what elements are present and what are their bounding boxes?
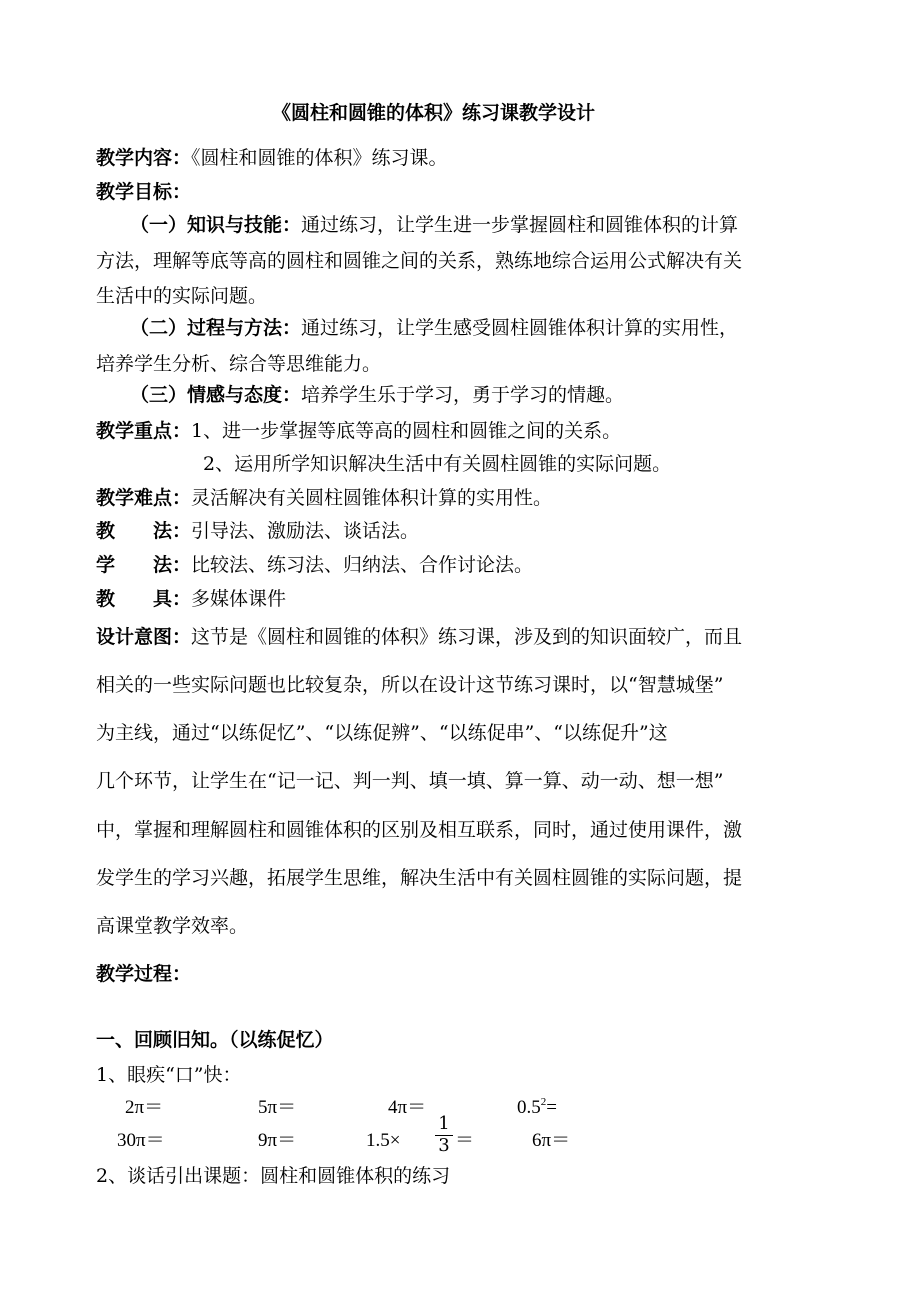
tools-label-b: 具： (153, 588, 192, 610)
page-title: 《圆柱和圆锥的体积》练习课教学设计 (272, 102, 596, 124)
goal-3-text: 培养学生乐于学习，勇于学习的情趣。 (301, 384, 625, 406)
drill-1-5-times-prefix: 1.5× (366, 1130, 401, 1151)
intent-line-5: 中，掌握和理解圆柱和圆锥体积的区别及相互联系，同时，通过使用课件，激 (96, 819, 743, 841)
key-point-1: 1、进一步掌握等底等高的圆柱和圆锥之间的关系。 (191, 420, 622, 442)
learn-method-label-b: 法： (153, 554, 192, 576)
section-1-item-1: 1、眼疾“口”快： (96, 1064, 242, 1086)
goal-1-line-2: 方法，理解等底等高的圆柱和圆锥之间的关系，熟练地综合运用公式解决有关 (96, 250, 743, 272)
drill-0-5-squared (517, 1096, 557, 1120)
teach-method-row (96, 519, 419, 543)
content-text: 《圆柱和圆锥的体积》练习课。 (191, 147, 448, 169)
intent-line-6: 发学生的学习兴趣，拓展学生思维，解决生活中有关圆柱圆锥的实际问题，提 (96, 867, 743, 889)
intent-text-1: 这节是《圆柱和圆锥的体积》练习课，涉及到的知识面较广，而且 (191, 626, 743, 648)
goal-2-label: （二）过程与方法： (130, 317, 302, 339)
fraction-one-third (435, 1114, 453, 1156)
drill-5pi: 5π＝ (258, 1097, 297, 1118)
fraction-denominator: 3 (438, 1135, 450, 1156)
difficulty-label: 教学难点： (96, 487, 192, 509)
intent-line-7: 高课堂教学效率。 (96, 915, 249, 937)
drill-0-5-equals: = (546, 1097, 557, 1118)
drill-9pi: 9π＝ (258, 1130, 297, 1151)
goal-2-line-1 (130, 316, 738, 340)
goal-1-label: （一）知识与技能： (130, 214, 302, 236)
teach-method-label-a: 教 (96, 520, 116, 542)
drill-1-5-times-equals: ＝ (455, 1130, 475, 1151)
goal-3-line-1 (130, 383, 624, 407)
difficulty-row (96, 486, 552, 510)
intent-line-2: 相关的一些实际问题也比较复杂，所以在设计这节练习课时，以“智慧城堡” (96, 674, 724, 696)
difficulty-text: 灵活解决有关圆柱圆锥体积计算的实用性。 (191, 487, 553, 509)
drill-2pi: 2π＝ (125, 1097, 164, 1118)
intent-label: 设计意图： (96, 626, 192, 648)
teach-method-text: 引导法、激励法、谈话法。 (191, 520, 420, 542)
intent-line-3: 为主线，通过“以练促忆”、“以练促辨”、“以练促串”、“以练促升”这 (96, 722, 668, 744)
key-point-label: 教学重点： (96, 420, 192, 442)
goal-1-line-1 (130, 213, 738, 237)
content-row (96, 146, 448, 170)
intent-line-1 (96, 625, 742, 649)
tools-label-a: 教 (96, 588, 116, 610)
tools-row (96, 587, 286, 611)
learn-method-label-a: 学 (96, 554, 116, 576)
process-label: 教学过程： (96, 963, 192, 985)
goal-1-text: 通过练习，让学生进一步掌握圆柱和圆锥体积的计算 (301, 214, 739, 236)
goal-2-text: 通过练习，让学生感受圆柱圆锥体积计算的实用性， (301, 317, 739, 339)
key-point-row (96, 419, 621, 443)
learn-method-text: 比较法、练习法、归纳法、合作讨论法。 (191, 554, 534, 576)
drill-30pi: 30π＝ (117, 1130, 165, 1151)
teach-method-label-b: 法： (153, 520, 192, 542)
goal-2-line-2: 培养学生分析、综合等思维能力。 (96, 353, 382, 375)
tools-text: 多媒体课件 (191, 588, 287, 610)
content-label: 教学内容： (96, 147, 192, 169)
learn-method-row (96, 553, 533, 577)
goal-3-label: （三）情感与态度： (130, 384, 302, 406)
drill-6pi: 6π＝ (532, 1130, 571, 1151)
key-point-2: 2、运用所学知识解决生活中有关圆柱圆锥的实际问题。 (203, 453, 672, 475)
section-1-heading: 一、回顾旧知。（以练促忆） (96, 1029, 334, 1051)
intent-line-4: 几个环节，让学生在“记一记、判一判、填一填、算一算、动一动、想一想” (96, 770, 724, 792)
goals-label: 教学目标： (96, 181, 192, 203)
drill-0-5-exponent: 2 (540, 1096, 547, 1108)
section-1-item-2: 2、谈话引出课题：圆柱和圆锥体积的练习 (96, 1165, 451, 1187)
fraction-numerator: 1 (435, 1114, 453, 1136)
drill-4pi: 4π＝ (388, 1097, 427, 1118)
drill-0-5-base: 0.5 (517, 1097, 541, 1118)
goal-1-line-3: 生活中的实际问题。 (96, 285, 268, 307)
